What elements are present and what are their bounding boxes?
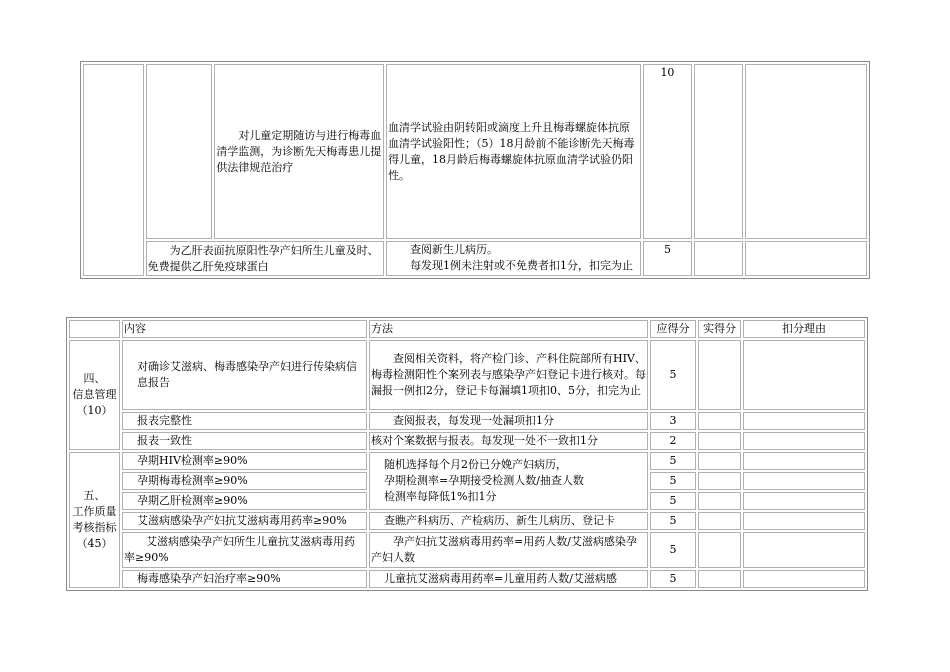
score-cell: 3 [650, 412, 696, 430]
score-cell: 5 [650, 492, 696, 510]
header-reason: 扣分理由 [743, 320, 865, 338]
method-line: 每发现1例未注射或不免费者扣1分，扣完为止 [410, 259, 634, 272]
header-row [69, 320, 865, 338]
deduction-reason-cell [743, 452, 865, 470]
method-cell: 孕产妇抗艾滋病毒用药率=用药人数/艾滋病感染孕产妇人数 [369, 532, 648, 568]
content-cell: 为乙肝表面抗原阳性孕产妇所生儿童及时、免费提供乙肝免疫球蛋白 [146, 241, 384, 276]
actual-score-cell [698, 570, 741, 588]
table-row [69, 512, 865, 530]
deduction-reason-cell [743, 412, 865, 430]
actual-score-cell [694, 64, 743, 239]
table-row [69, 532, 865, 568]
actual-score-cell [698, 432, 741, 450]
method-cell: 儿童抗艾滋病毒用药率=儿童用药人数/艾滋病感 [369, 570, 648, 588]
actual-score-cell [698, 532, 741, 568]
content-cell: 孕期HIV检测率≥90% [122, 452, 367, 470]
scoring-table-continued [80, 61, 870, 279]
blank-cell [146, 64, 213, 239]
table-row [69, 570, 865, 588]
method-cell: 血清学试验由阴转阳或滴度上升且梅毒螺旋体抗原血清学试验阳性；（5）18月龄前不能诊断先天梅毒得儿童，18月龄后梅毒螺旋体抗原血清学试验仍阳性。 [386, 64, 641, 239]
method-line: 查阅新生儿病历。 [410, 243, 499, 256]
method-cell: 核对个案数据与报表。每发现一处不一致扣1分 [369, 432, 648, 450]
content-cell: 报表一致性 [122, 432, 367, 450]
actual-score-cell [698, 452, 741, 470]
actual-score-cell [698, 512, 741, 530]
method-cell: 查阅报表，每发现一处漏项扣1分 [369, 412, 648, 430]
content-cell: 艾滋病感染孕产妇所生儿童抗艾滋病毒用药率≥90% [122, 532, 367, 568]
actual-score-cell [694, 241, 743, 276]
deduction-reason-cell [743, 532, 865, 568]
content-cell: 报表完整性 [122, 412, 367, 430]
deduction-reason-cell [743, 432, 865, 450]
content-cell: 对确诊艾滋病、梅毒感染孕产妇进行传染病信息报告 [122, 340, 367, 410]
score-cell: 5 [650, 570, 696, 588]
header-score: 应得分 [650, 320, 696, 338]
deduction-reason-cell [745, 241, 867, 276]
header-method: 方法 [369, 320, 648, 338]
method-cell: 随机选择每个月2份已分娩产妇病历， 孕期检测率=孕期接受检测人数/抽查人数 检测率每降低1%扣1分 [369, 452, 648, 510]
actual-score-cell [698, 340, 741, 410]
deduction-reason-cell [743, 340, 865, 410]
method-cell: 查阅相关资料，将产检门诊、产科住院部所有HIV、梅毒检测阳性个案列表与感染孕产妇登记卡进行核对。每漏报一例扣2分，登记卡每漏填1项扣0、5分，扣完为止 [369, 340, 648, 410]
score-cell: 10 [643, 64, 693, 239]
table-row [69, 340, 865, 410]
deduction-reason-cell [745, 64, 867, 239]
deduction-reason-cell [743, 512, 865, 530]
deduction-reason-cell [743, 492, 865, 510]
scoring-table [66, 317, 868, 591]
header-actual: 实得分 [698, 320, 741, 338]
content-cell: 孕期乙肝检测率≥90% [122, 492, 367, 510]
score-cell: 5 [650, 512, 696, 530]
section-cell [83, 64, 144, 276]
score-cell: 5 [650, 532, 696, 568]
content-cell: 艾滋病感染孕产妇抗艾滋病毒用药率≥90% [122, 512, 367, 530]
content-cell: 梅毒感染孕产妇治疗率≥90% [122, 570, 367, 588]
table-row [83, 241, 867, 276]
header-blank-cell [69, 320, 120, 338]
score-cell: 5 [650, 452, 696, 470]
actual-score-cell [698, 412, 741, 430]
method-cell: 查瞧产科病历、产检病历、新生儿病历、登记卡 [369, 512, 648, 530]
header-content: 内容 [122, 320, 367, 338]
score-cell: 5 [650, 340, 696, 410]
actual-score-cell [698, 472, 741, 490]
score-cell: 5 [643, 241, 693, 276]
section-title: 五、 工作质量 考核指标 （45） [69, 452, 120, 588]
deduction-reason-cell [743, 570, 865, 588]
score-cell: 5 [650, 472, 696, 490]
table-row [69, 452, 865, 470]
deduction-reason-cell [743, 472, 865, 490]
table-row [69, 432, 865, 450]
content-cell: 对儿童定期随访与进行梅毒血清学监测，为诊断先天梅毒患儿提供法律规范治疗 [214, 64, 384, 239]
method-cell [386, 241, 641, 276]
table-row [83, 64, 867, 239]
score-cell: 2 [650, 432, 696, 450]
table-row [69, 412, 865, 430]
content-cell: 孕期梅毒检测率≥90% [122, 472, 367, 490]
section-title: 四、 信息管理 （10） [69, 340, 120, 450]
actual-score-cell [698, 492, 741, 510]
